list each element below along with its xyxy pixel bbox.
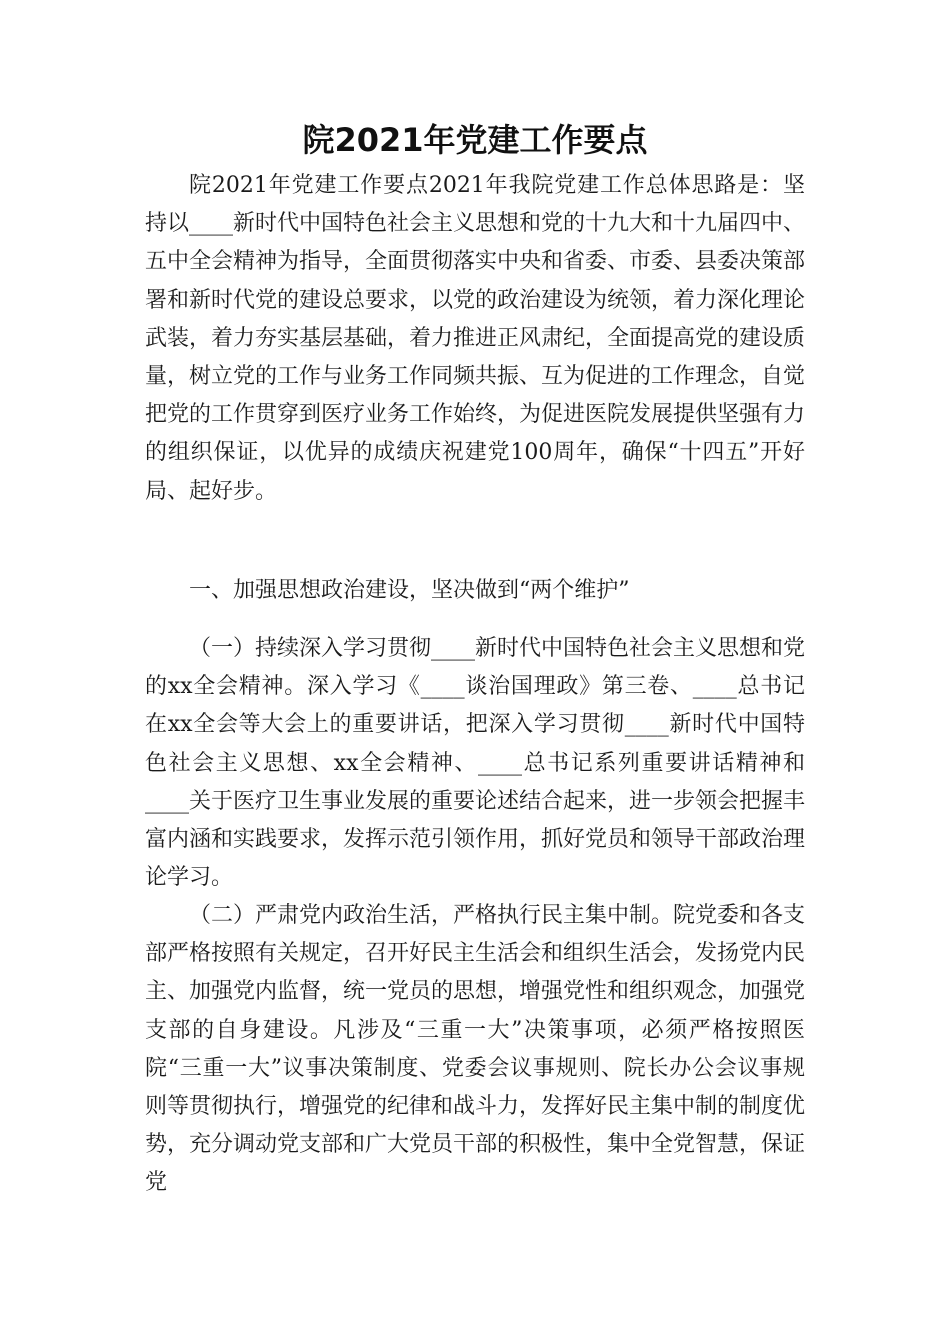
document-title: 院2021年党建工作要点	[302, 121, 648, 159]
section-item-1-paragraph: （一）持续深入学习贯彻____新时代中国特色社会主义思想和党的xx全会精神。深入学习《____谈治国理政》第三卷、____总书记在xx全会等大会上的重要讲话，把深入学习贯彻____新时代中国特色社会主义思想、xx全会精神、____总书记系列重要讲话精神和____关于医疗卫生事业发展的重要论述结合起来，进一步领会把握丰富内涵和实践要求，发挥示范引领作用，抓好党员和领导干部政治理论学习。	[145, 636, 806, 891]
section-item-2-paragraph: （二）严肃党内政治生活，严格执行民主集中制。院党委和各支部严格按照有关规定，召开好民主生活会和组织生活会，发扬党内民主、加强党内监督，统一党员的思想，增强党性和组织观念，加强党支部的自身建设。凡涉及“三重一大”决策事项，必须严格按照医院“三重一大”议事决策制度、党委会议事规则、院长办公会议事规则等贯彻执行，增强党的纪律和战斗力，发挥好民主集中制的制度优势，充分调动党支部和广大党员干部的积极性，集中全党智慧，保证党	[145, 903, 806, 1196]
intro-paragraph: 院2021年党建工作要点2021年我院党建工作总体思路是：坚持以____新时代中国特色社会主义思想和党的十九大和十九届四中、五中全会精神为指导，全面贯彻落实中央和省委、市委、县委决策部署和新时代党的建设总要求，以党的政治建设为统领，着力深化理论武装，着力夯实基层基础，着力推进正风肃纪，全面提高党的建设质量，树立党的工作与业务工作同频共振、互为促进的工作理念，自觉把党的工作贯穿到医疗业务工作始终，为促进医院发展提供坚强有力的组织保证，以优异的成绩庆祝建党100周年，确保“十四五”开好局、起好步。	[145, 173, 806, 504]
section-heading-1: 一、加强思想政治建设，坚决做到“两个维护”	[189, 578, 630, 603]
